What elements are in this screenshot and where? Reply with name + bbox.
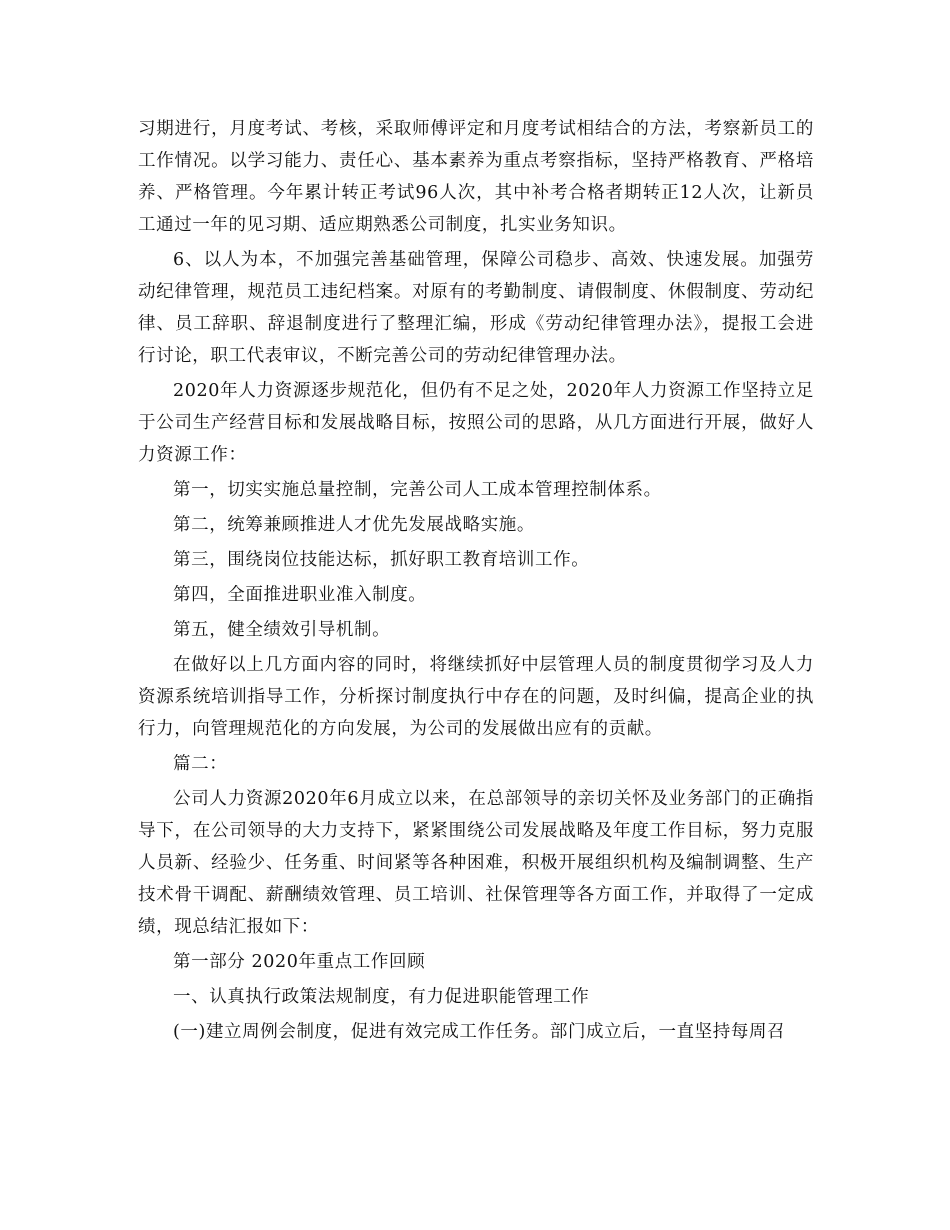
subheading-policy-execution: 一、认真执行政策法规制度，有力促进职能管理工作: [173, 987, 590, 1007]
section-heading-part-one: 第一部分 2020年重点工作回顾: [173, 952, 426, 972]
list-item-first: 第一，切实实施总量控制，完善公司人工成本管理控制体系。: [173, 480, 662, 500]
paragraph-conclusion: 在做好以上几方面内容的同时，将继续抓好中层管理人员的制度贯彻学习及人力资源系统培训指导工作，分析探讨制度执行中存在的问题，及时纠偏，提高企业的执行力，向管理规范化的方向发展，为公司的发展做出应有的贡献。: [138, 655, 814, 739]
paragraph-continuation: 习期进行，月度考试、考核，采取师傅评定和月度考试相结合的方法，考察新员工的工作情况。以学习能力、责任心、基本素养为重点考察指标，坚持严格教育、严格培养、严格管理。今年累计转正考试96人次，其中补考合格者期转正12人次，让新员工通过一年的见习期、适应期熟悉公司制度，扎实业务知识。: [138, 119, 814, 235]
list-item-fourth: 第四，全面推进职业准入制度。: [173, 585, 427, 605]
paragraph-2020-summary: 2020年人力资源逐步规范化，但仍有不足之处，2020年人力资源工作坚持立足于公司生产经营目标和发展战略目标，按照公司的思路，从几方面进行开展，做好人力资源工作：: [138, 381, 814, 465]
paragraph-weekly-meeting: (一)建立周例会制度，促进有效完成工作任务。部门成立后，一直坚持每周召: [173, 1022, 786, 1042]
section-heading-part-two: 篇二：: [173, 754, 228, 774]
document-body: [138, 113, 814, 1051]
list-item-fifth: 第五，健全绩效引导机制。: [173, 620, 391, 640]
list-item-second: 第二，统筹兼顾推进人才优先发展战略实施。: [173, 515, 535, 535]
paragraph-hr-intro: 公司人力资源2020年6月成立以来，在总部领导的亲切关怀及业务部门的正确指导下，在公司领导的大力支持下，紧紧围绕公司发展战略及年度工作目标，努力克服人员新、经验少、任务重、时间紧等各种困难，积极开展组织机构及编制调整、生产技术骨干调配、薪酬绩效管理、员工培训、社保管理等各方面工作，并取得了一定成绩，现总结汇报如下：: [138, 789, 814, 937]
list-item-third: 第三，围绕岗位技能达标，抓好职工教育培训工作。: [173, 550, 590, 570]
paragraph-item-6: 6、以人为本，不加强完善基础管理，保障公司稳步、高效、快速发展。加强劳动纪律管理，规范员工违纪档案。对原有的考勤制度、请假制度、休假制度、劳动纪律、员工辞职、辞退制度进行了整理汇编，形成《劳动纪律管理办法》，提报工会进行讨论，职工代表审议，不断完善公司的劳动纪律管理办法。: [138, 250, 814, 366]
